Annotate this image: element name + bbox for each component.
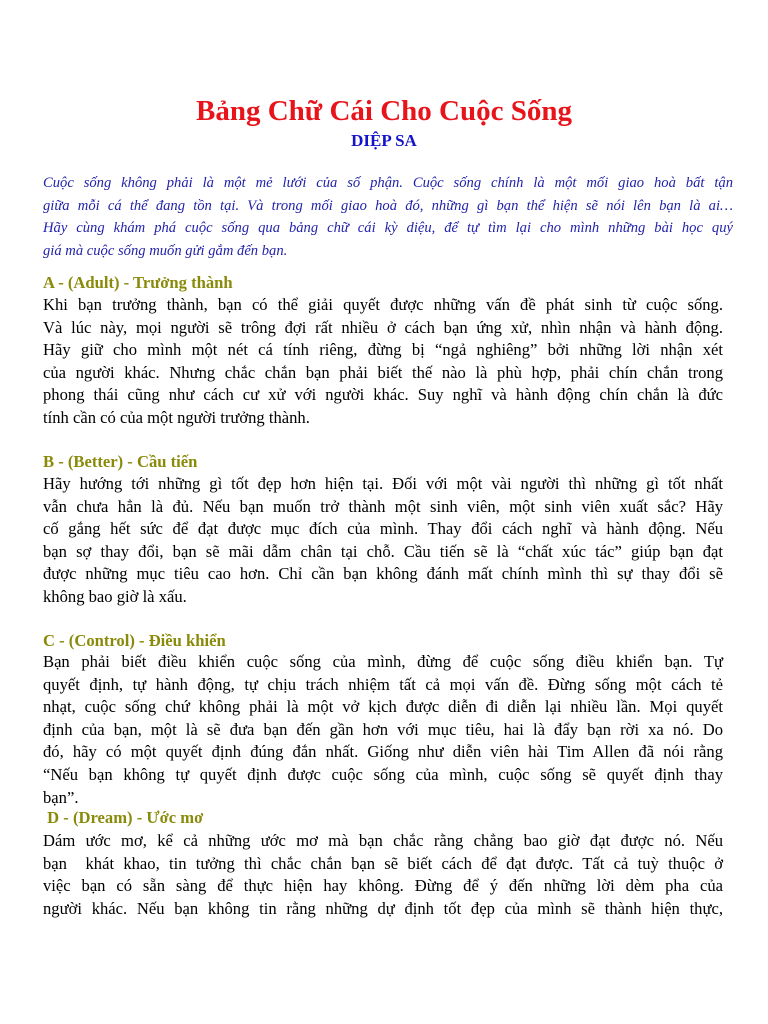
body-line: việc bạn có sẵn sàng để thực hiện hay không. Đừng để ý đến những lời dèm pha của <box>43 876 723 896</box>
body-line: Bạn phải biết điều khiển cuộc sống của mình, đừng để cuộc sống điều khiển bạn. Tự <box>43 652 723 671</box>
body-line: “Nếu bạn không tự quyết định được cuộc sống của mình, cuộc sống sẽ quyết định thay <box>43 764 723 784</box>
section-heading-c: C - (Control) - Điều khiển <box>43 631 226 650</box>
intro-line: giữa mỗi cá thể đang tồn tại. Và trong mối giao hoà đó, những gì bạn thể hiện sẽ nói lên bạn là ai… <box>43 197 733 214</box>
body-line: bạn khát khao, tin tưởng thì chắc chắn bạn sẽ biết cách để đạt được. Tất cả tuỳ thuộc ở <box>43 853 723 873</box>
section-heading-a: A - (Adult) - Trưởng thành <box>43 273 233 292</box>
section-heading-b: B - (Better) - Cầu tiến <box>43 452 198 471</box>
body-line: của người khác. Nhưng chắc chắn bạn phải biết thế nào là phù hợp, phải chín chắn trong <box>43 362 723 382</box>
body-line: vẫn chưa hẳn là đủ. Nếu bạn muốn trở thành một sinh viên, một sinh viên xuất sắc? Hãy <box>43 496 723 516</box>
body-line: đó, hãy có một quyết định đúng đắn nhất. Giống như diễn viên hài Tim Allen đã nói rằng <box>43 742 723 762</box>
intro-line: Cuộc sống không phải là một mẻ lưới của số phận. Cuộc sống chính là một mối giao hoà bất tận <box>43 175 733 191</box>
body-line: quyết định, tự hành động, tự chịu trách nhiệm tất cả mọi vấn đề. Đừng sống một cách tẻ <box>43 674 723 694</box>
body-line: bạn sợ thay đổi, bạn sẽ mãi dẫm chân tại chỗ. Cầu tiến sẽ là “chất xúc tác” giúp bạn đạt <box>43 541 723 561</box>
body-line: phong thái cũng như cách cư xử với người khác. Suy nghĩ và hành động chín chắn là đức <box>43 385 723 405</box>
body-line: Hãy hướng tới những gì tốt đẹp hơn hiện tại. Đối với một vài người thì những gì tốt nhất <box>43 474 723 493</box>
document-title: Bảng Chữ Cái Cho Cuộc Sống <box>196 95 572 127</box>
section-body-d <box>43 830 723 920</box>
body-line: được những mục tiêu cao hơn. Chỉ cần bạn không đánh mất chính mình thì sự thay đổi sẽ <box>43 564 723 584</box>
body-line: nhạt, cuộc sống chứ không phải là một vở kịch được diễn đi diễn lại nhiều lần. Mọi quyết <box>43 697 723 717</box>
body-line: tính cần có của một người trưởng thành. <box>43 407 310 427</box>
section-body-c <box>43 651 723 809</box>
body-line: định của bạn, một là sẽ đưa bạn đến gần hơn với mục tiêu, hai là đẩy bạn rời xa nó. Do <box>43 719 723 739</box>
body-line: Khi bạn trưởng thành, bạn có thể giải quyết được những vấn đề phát sinh từ cuộc sống. <box>43 295 723 314</box>
section-heading-d: D - (Dream) - Ước mơ <box>43 808 204 827</box>
section-body-b <box>43 473 723 609</box>
body-line: không bao giờ là xấu. <box>43 586 187 606</box>
body-line: Và lúc này, mọi người sẽ trông đợi rất nhiều ở cách bạn ứng xử, nhìn nhận và hành động. <box>43 317 723 337</box>
body-line: bạn”. <box>43 787 79 807</box>
intro-paragraph <box>43 172 733 262</box>
intro-line: Hãy cùng khám phá cuộc sống qua bảng chữ cái kỳ diệu, để tự tìm lại cho mình những bài học quý <box>43 220 733 236</box>
intro-line: giá mà cuộc sống muốn gửi gắm đến bạn. <box>43 242 288 259</box>
body-line: Dám ước mơ, kể cả những ước mơ mà bạn chắc rằng chẳng bao giờ đạt được nó. Nếu <box>43 831 723 850</box>
body-line: cố gắng hết sức để đạt được mục đích của mình. Thay đổi cách nghĩ và hành động. Nếu <box>43 519 723 539</box>
body-line: người khác. Nếu bạn không tin rằng những dự định tốt đẹp của mình sẽ thành hiện thực, <box>43 898 723 918</box>
body-line: Hãy giữ cho mình một nét cá tính riêng, đừng bị “ngả nghiêng” bởi những lời nhận xét <box>43 340 723 360</box>
section-body-a <box>43 294 723 430</box>
author-name: DIỆP SA <box>351 131 417 150</box>
